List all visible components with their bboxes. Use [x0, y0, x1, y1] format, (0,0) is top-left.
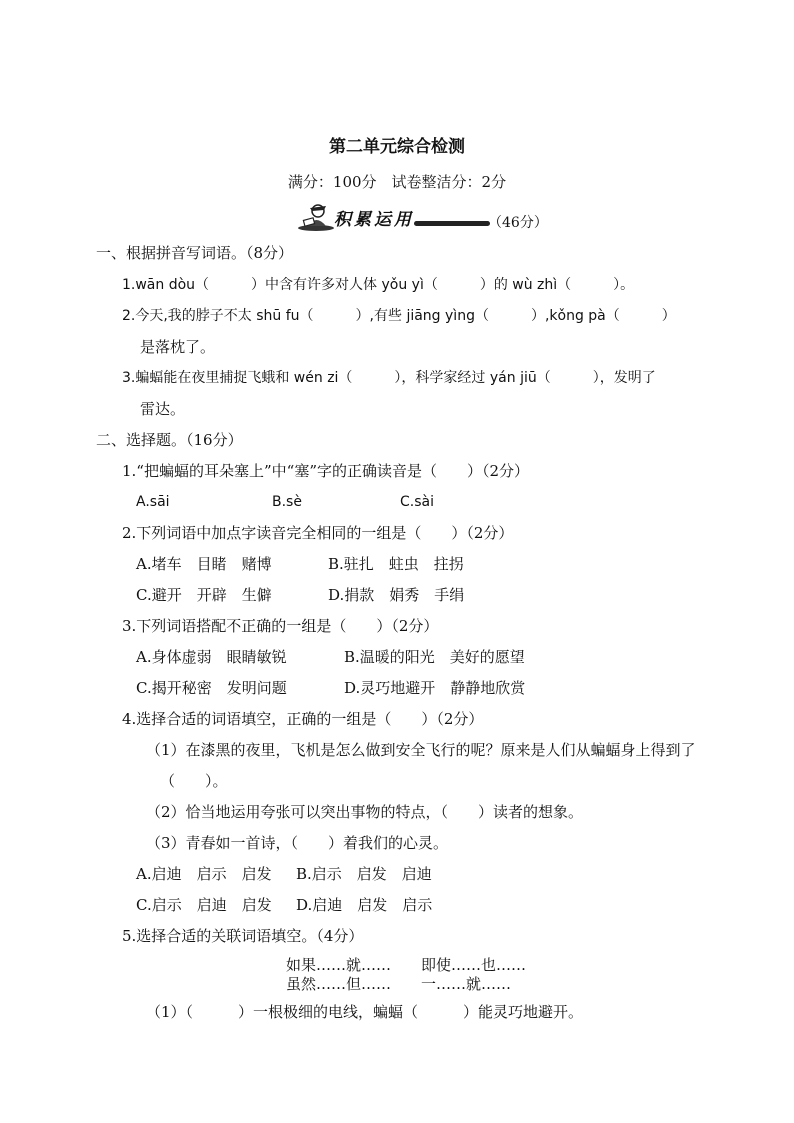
q3-option-a: A.身体虚弱 眼睛敏锐	[136, 648, 287, 666]
part2-question-5: 5.选择合适的关联词语填空。（4分）	[122, 927, 364, 945]
score-line: 满分：100分 试卷整洁分：2分	[287, 173, 507, 191]
q4-option-b: B.启示 启发 启迪	[296, 865, 432, 883]
q5-word-bank-row-2: 虽然……但…… 一……就……	[286, 975, 512, 993]
q4-sentence-3: （3）青春如一首诗，（ ）着我们的心灵。	[146, 834, 449, 852]
part2-question-3: 3.下列词语搭配不正确的一组是（ ）（2分）	[122, 617, 439, 635]
q2-option-c: C.避开 开辟 生僻	[136, 586, 272, 604]
q2-option-b: B.驻扎 蛀虫 拄拐	[328, 555, 464, 573]
section-banner-points: （46分）	[488, 215, 548, 231]
reading-figure-icon	[296, 202, 336, 232]
part2-question-1: 1.“把蝙蝠的耳朵塞上”中“塞”字的正确读音是（ ）（2分）	[122, 462, 530, 480]
q1-option-a: A.sāi	[136, 494, 170, 510]
part1-question-2: 2.今天,我的脖子不太 shū fu（ ）,有些 jiāng yìng（ ）,kǒng pà（ ）	[122, 308, 676, 324]
part1-question-3-cont: 雷达。	[140, 400, 186, 418]
q5-sentence-1: （1）（ ）一根极细的电线，蝙蝠（ ）能灵巧地避开。	[146, 1003, 584, 1021]
part1-heading: 一、根据拼音写词语。（8分）	[96, 244, 294, 262]
q2-option-a: A.堵车 目睹 赌博	[136, 555, 272, 573]
section-banner	[296, 202, 556, 234]
banner-bar	[414, 221, 490, 226]
part1-question-3: 3.蝙蝠能在夜里捕捉飞蛾和 wén zi（ ），科学家经过 yán jiū（ ），发明了	[122, 370, 656, 386]
q4-sentence-2: （2）恰当地运用夸张可以突出事物的特点，（ ）读者的想象。	[146, 803, 584, 821]
q4-option-a: A.启迪 启示 启发	[136, 865, 272, 883]
part1-question-2-cont: 是落枕了。	[140, 338, 216, 356]
part2-question-4: 4.选择合适的词语填空，正确的一组是（ ）（2分）	[122, 710, 484, 728]
q4-sentence-1: （1）在漆黑的夜里，飞机是怎么做到安全飞行的呢？原来是人们从蝙蝠身上得到了	[146, 741, 696, 759]
part2-question-2: 2.下列词语中加点字读音完全相同的一组是（ ）（2分）	[122, 524, 514, 542]
q3-option-c: C.揭开秘密 发明问题	[136, 679, 287, 697]
q3-option-d: D.灵巧地避开 静静地欣赏	[344, 679, 526, 697]
part1-question-1: 1.wān dòu（ ）中含有许多对人体 yǒu yì（ ）的 wù zhì（ ）。	[122, 277, 635, 293]
q1-option-b: B.sè	[272, 494, 302, 510]
page-title: 第二单元综合检测	[329, 137, 465, 157]
q2-option-d: D.捐款 娟秀 手绢	[328, 586, 465, 604]
q4-option-d: D.启迪 启发 启示	[296, 896, 433, 914]
q1-option-c: C.sài	[400, 494, 434, 510]
q4-sentence-1-cont: （ ）。	[160, 772, 228, 790]
q4-option-c: C.启示 启迪 启发	[136, 896, 272, 914]
section-banner-label: 积累运用	[334, 210, 414, 230]
q5-word-bank-row-1: 如果……就…… 即使……也……	[286, 956, 527, 974]
q3-option-b: B.温暖的阳光 美好的愿望	[344, 648, 525, 666]
part2-heading: 二、选择题。（16分）	[96, 431, 243, 449]
